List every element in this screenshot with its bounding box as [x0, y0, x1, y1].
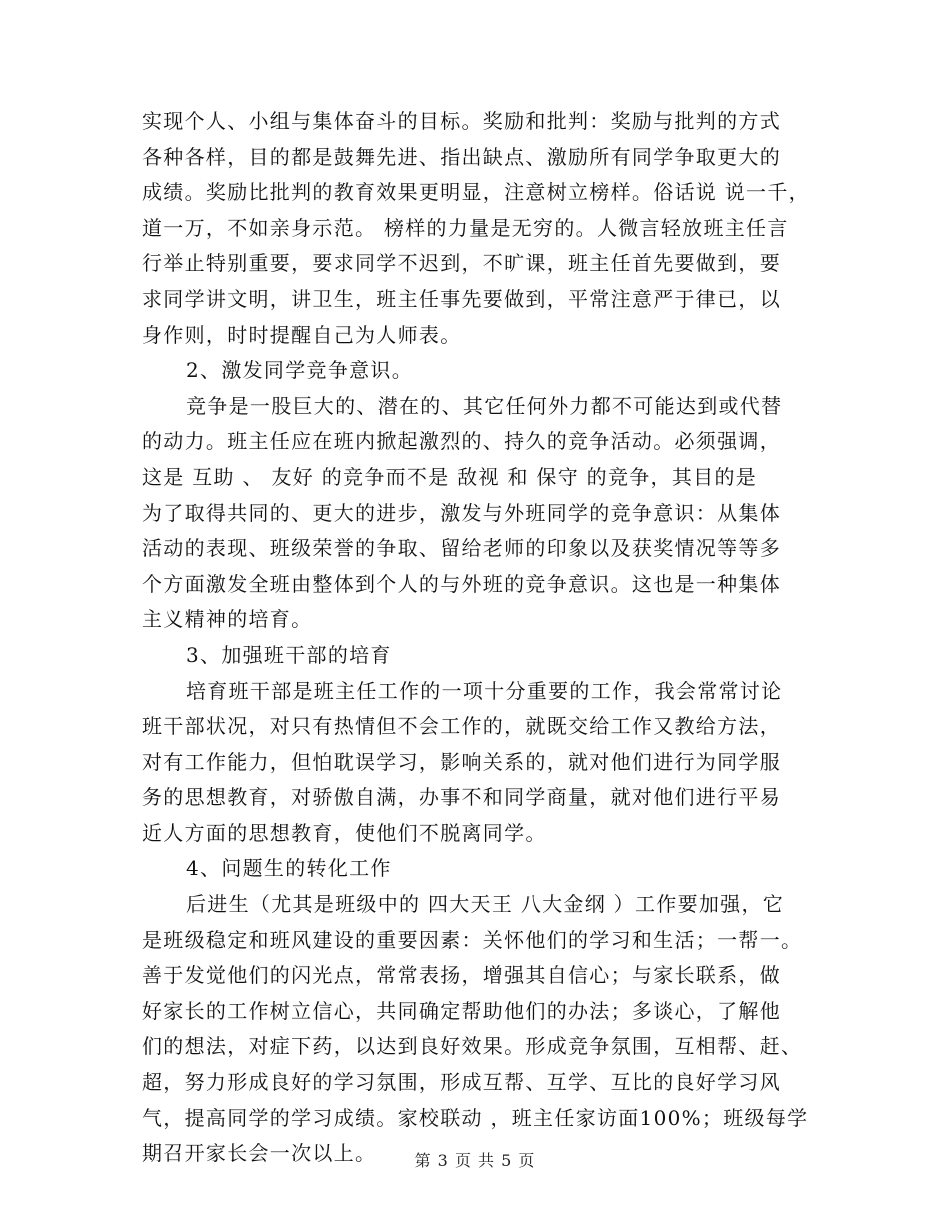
paragraph-line: 超，努力形成良好的学习氛围，形成互帮、互学、互比的良好学习风 [142, 1070, 781, 1095]
paragraph-line: 是班级稳定和班风建设的重要因素：关怀他们的学习和生活；一帮一。 [142, 927, 803, 952]
paragraph-line: 个方面激发全班由整体到个人的与外班的竞争意识。这也是一种集体 [142, 571, 781, 596]
section-heading: 4、问题生的转化工作 [186, 856, 392, 881]
paragraph-line: 善于发觉他们的闪光点，常常表扬，增强其自信心；与家长联系，做 [142, 963, 781, 988]
paragraph-line: 近人方面的思想教育，使他们不脱离同学。 [142, 820, 547, 845]
paragraph-line: 好家长的工作树立信心，共同确定帮助他们的办法；多谈心，了解他 [142, 998, 781, 1023]
paragraph-line: 期召开家长会一次以上。 [142, 1141, 377, 1166]
paragraph-line: 对有工作能力，但怕耽误学习，影响关系的，就对他们进行为同学服 [142, 749, 781, 774]
paragraph-line: 身作则，时时提醒自己为人师表。 [142, 322, 462, 347]
paragraph-line: 务的思想教育，对骄傲自满，办事不和同学商量，就对他们进行平易 [142, 785, 781, 810]
paragraph-line: 气，提高同学的学习成绩。家校联动 ，班主任家访面100%；班级每学 [142, 1105, 809, 1130]
section-heading: 2、激发同学竞争意识。 [186, 358, 414, 383]
paragraph-line: 为了取得共同的、更大的进步，激发与外班同学的竞争意识：从集体 [142, 500, 781, 525]
paragraph-line: 后进生（尤其是班级中的 四大天王 八大金纲 ）工作要加强，它 [186, 892, 785, 917]
paragraph-line: 道一万，不如亲身示范。 榜样的力量是无穷的。人微言轻放班主任言 [142, 215, 789, 240]
paragraph-line: 班干部状况，对只有热情但不会工作的，就既交给工作又教给方法， [142, 714, 781, 739]
page-number: 第 3 页 共 5 页 [414, 1151, 536, 1170]
paragraph-line: 成绩。奖励比批判的教育效果更明显，注意树立榜样。俗话说 说一千， [142, 180, 810, 205]
document-body [142, 104, 814, 1172]
section-heading: 3、加强班干部的培育 [186, 642, 392, 667]
paragraph-line: 各种各样，目的都是鼓舞先进、指出缺点、激励所有同学争取更大的 [142, 144, 781, 169]
paragraph-line: 活动的表现、班级荣誉的争取、留给老师的印象以及获奖情况等等多 [142, 536, 781, 561]
paragraph-line: 的动力。班主任应在班内掀起激烈的、持久的竞争活动。必须强调， [142, 429, 781, 454]
paragraph-line: 主义精神的培育。 [142, 607, 313, 632]
paragraph-line: 们的想法，对症下药，以达到良好效果。形成竞争氛围，互相帮、赶、 [142, 1034, 803, 1059]
paragraph-line: 实现个人、小组与集体奋斗的目标。奖励和批判：奖励与批判的方式 [142, 109, 781, 133]
paragraph-line: 培育班干部是班主任工作的一项十分重要的工作，我会常常讨论 [186, 678, 783, 703]
paragraph-line: 这是 互助 、 友好 的竞争而不是 敌视 和 保守 的竞争，其目的是 [142, 464, 758, 489]
paragraph-line: 求同学讲文明，讲卫生，班主任事先要做到，平常注意严于律已，以 [142, 286, 781, 311]
paragraph-line: 行举止特别重要，要求同学不迟到，不旷课，班主任首先要做到，要 [142, 251, 781, 276]
paragraph-line: 竞争是一股巨大的、潜在的、其它任何外力都不可能达到或代替 [186, 393, 783, 418]
page-footer [0, 1148, 950, 1171]
